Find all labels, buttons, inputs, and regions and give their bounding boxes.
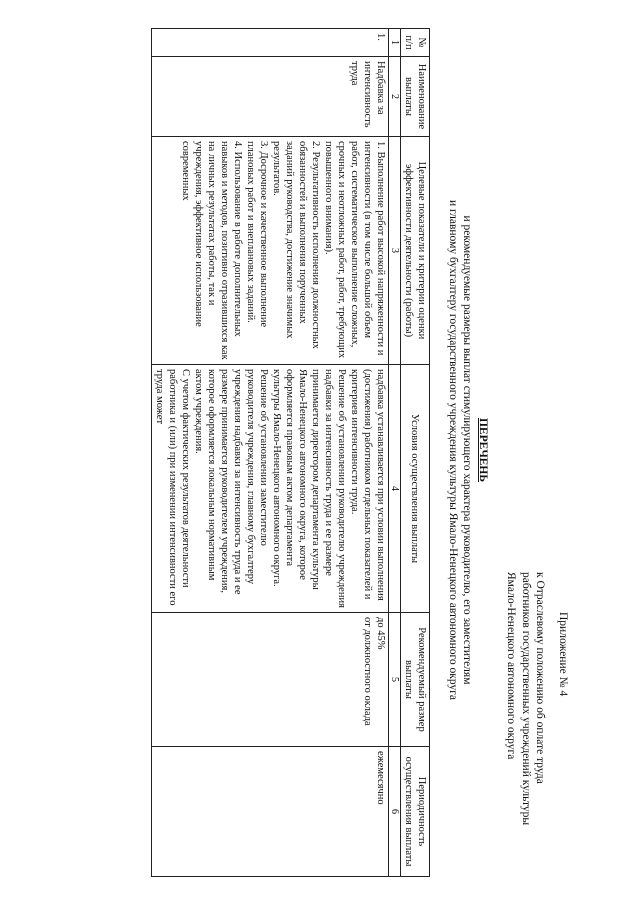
row-number: 1. [152,29,389,57]
conditions-text: надбавка устанавливается при условии выполнения (достижения) работником отдельных показателей и критериев интенсивности труда. Решение об установлении руководителю учреждения надбавки за интенсивность труда и ее размере принимается директором департамента культуры Ямало-Ненецкого автономного округа, которое оформляется правовым актом департамента культуры Ямало-Ненецкого автономного округа. Решение об установлении заместителю руководителя учреждения, главному бухгалтеру учреждения надбавки за интенсивность труда и ее размере принимается руководителем учреждения, которое оформляется локальным нормативным актом учреждения. С учетом фактических результатов деятельности работника и (или) при изменении интенсивности его труда может [154,369,386,608]
column-number: 2 [389,57,401,137]
table-row [152,29,389,877]
header-cell-amount: Рекомендуемый размер выплаты [401,613,430,747]
header-cell-name: Наименование выплаты [401,57,430,137]
header-cell-criteria: Целевые показатели и критерии оценки эффективности деятельности (работы) [401,137,430,365]
appendix-line: работников государственных учреждений культуры [520,572,532,826]
appendix-number: Приложение № 4 [557,612,569,697]
appendix-line: к Отраслевому положению об оплате труда [534,572,547,784]
column-number: 4 [389,365,401,613]
column-number: 1 [389,29,401,57]
column-number: 5 [389,613,401,747]
header-cell-periodicity: Периодичность осуществления выплаты [401,747,430,877]
title-line: и рекомендуемые размеры выплат стимулирующего характера руководителю, его заместителям [461,215,473,685]
criteria-cell [152,137,389,365]
appendix-note [504,572,570,892]
payment-name: Надбавка за интенсивность труда [152,57,389,137]
header-cell-conditions: Условия осуществления выплаты [401,365,430,613]
periodicity-cell: ежемесячно [152,747,389,877]
document-title [446,20,490,880]
criteria-text: 1. Выполнение работ высокой напряженности и интенсивности (в том числе большой объем работ, систематическое выполнение сложных, срочных и неотложных работ, работ, требующих повышенного внимания). 2. Результативность исполнения должностных обязанностей и выполнения порученных заданий руководства, достижение значимых результатов. 3. Досрочное и качественное выполнение плановых работ и внеплановых заданий. 4. Использование в работе дополнительных навыков и методов, позитивно отразившихся как на личных результатах работы, так и учреждения, эффективное использование современных [180,141,386,360]
conditions-cell [152,365,389,613]
payments-table [151,28,430,877]
header-cell-num: № п/п [401,29,430,57]
table-header-row [401,29,430,877]
appendix-line: Ямало-Ненецкого автономного округа [505,572,518,760]
title-line: и главному бухгалтеру государственного учреждения культуры Ямало-Ненецкого автономного округа [447,199,459,701]
column-number-row [389,29,401,877]
column-number: 6 [389,747,401,877]
title-heading: ПЕРЕЧЕНЬ [477,418,489,482]
column-number: 3 [389,137,401,365]
amount-cell: до 45% от должностного оклада [152,613,389,747]
